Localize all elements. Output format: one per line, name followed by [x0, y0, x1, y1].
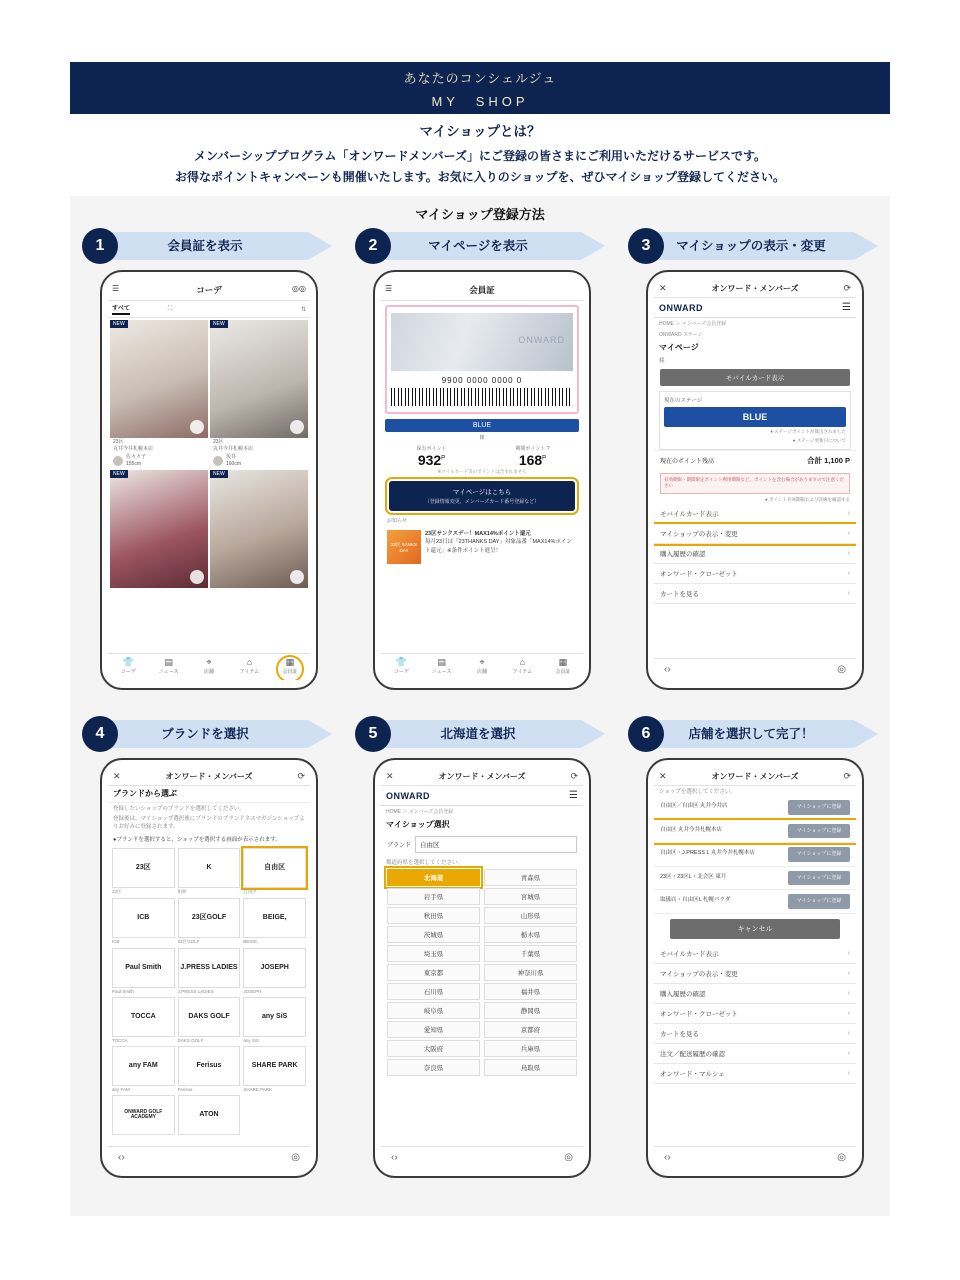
compass-icon[interactable]: ◎ — [837, 1152, 846, 1163]
hint: ●ブランドを選択すると、ショップを選択する画面が表示されます。 — [113, 837, 281, 843]
step6-menu — [654, 944, 856, 1084]
pref-item[interactable]: 静岡県 — [484, 1002, 577, 1019]
step-4-badge: 4 — [82, 716, 118, 752]
step1-appbar — [108, 280, 310, 301]
step3-title: オンワード・メンバーズ — [711, 284, 799, 293]
menu-closet[interactable]: オンワード・クローゼット › — [654, 1004, 856, 1024]
points-row — [381, 445, 583, 468]
new-badge: NEW — [210, 470, 228, 478]
brand-cell[interactable]: K — [178, 848, 241, 888]
step-1-badge: 1 — [82, 228, 118, 264]
step-3-ribbon — [648, 232, 878, 260]
header-line2: MY SHOP — [431, 94, 529, 109]
step2-title: 会員証 — [469, 285, 495, 295]
pin-icon: ⌖ — [206, 657, 212, 667]
chevron-right-icon: › — [847, 529, 850, 537]
lead-block — [70, 120, 890, 188]
stage-value: BLUE — [664, 407, 846, 427]
points-note: ※マイルカード等のポイントは含まれません — [437, 469, 527, 474]
pref-item[interactable]: 山形県 — [484, 907, 577, 924]
step-1 — [82, 232, 336, 690]
nav-item[interactable]: ⌂ アイテム — [229, 654, 269, 680]
brand-cell[interactable]: SHARE PARK — [243, 1046, 306, 1086]
member-card — [385, 305, 579, 414]
brand-cap: Ferisus — [177, 1087, 193, 1092]
favorite-icon[interactable] — [290, 420, 304, 434]
pref-item[interactable]: 福井県 — [484, 983, 577, 1000]
step2-bottom-nav[interactable] — [381, 653, 583, 680]
pref-item[interactable]: 奈良県 — [387, 1059, 480, 1076]
reload-icon[interactable]: ⟳ — [843, 771, 851, 781]
step-3 — [628, 232, 882, 690]
pref-item[interactable]: 茨城県 — [387, 926, 480, 943]
chevron-right-icon: › — [847, 1049, 850, 1057]
brand-bar — [654, 298, 856, 318]
step-5-phone — [373, 758, 591, 1178]
brand-cap: Paul Smith — [112, 989, 134, 994]
pref-item[interactable]: 栃木県 — [484, 926, 577, 943]
menu-mobile-card[interactable]: モバイルカード表示 › — [654, 944, 856, 964]
step-6-label: 店舗を選択して完了！ — [688, 727, 814, 741]
news-icon: ▤ — [437, 657, 446, 667]
instruction: ショップを選択してください。 — [659, 789, 736, 795]
instruction: 都道府県を選択してください。 — [386, 860, 464, 866]
step-4-phone — [100, 758, 318, 1178]
brand-cell[interactable]: J.PRESS LADIES — [178, 948, 241, 988]
close-icon[interactable]: ✕ — [386, 771, 394, 781]
panel-title: マイショップ登録方法 — [415, 207, 545, 222]
brand-cap: DAKS GOLF — [177, 1038, 204, 1043]
nav-coordinate[interactable]: 👕 コーデ — [381, 654, 421, 680]
pin-icon: ⌖ — [479, 657, 485, 667]
step1-bottom-nav[interactable] — [108, 653, 310, 680]
step-1-phone — [100, 270, 318, 690]
staff-height: 155cm — [126, 460, 142, 467]
brand-cap: 23区GOLF — [177, 939, 200, 944]
step-3-phone — [646, 270, 864, 690]
shop-row[interactable] — [654, 867, 856, 891]
balance-warning: 有効期限・期間限定ポイント利用期限など、ポイントを含む場合がありますので注意ください — [660, 473, 850, 495]
breadcrumb-stage: ONWARD ステージ — [659, 332, 703, 338]
page-title: マイページ — [659, 343, 699, 352]
avatar — [213, 456, 223, 466]
page-header — [70, 62, 890, 114]
step5-appbar — [381, 768, 583, 786]
back-icon[interactable]: ‹ — [664, 664, 668, 675]
register-button[interactable]: マイショップに登録 — [788, 800, 850, 815]
stage-label: 現在のステージ — [664, 398, 703, 404]
breadcrumb: HOME ＞ メンバーズ会員登録 — [659, 321, 727, 327]
forward-icon[interactable]: › — [667, 664, 671, 675]
pref-item[interactable]: 愛知県 — [387, 1021, 480, 1038]
close-icon[interactable]: ✕ — [113, 771, 121, 781]
tab-all[interactable]: すべて — [112, 303, 130, 315]
step-3-label: マイショップの表示・変更 — [676, 239, 826, 253]
prefecture-grid — [381, 867, 583, 1078]
favorite-icon[interactable] — [190, 570, 204, 584]
news-body: 毎月23日は「23THANKS DAY」対象品番「MAX14%ポイント還元」※条件ポイント進呈！ — [425, 539, 572, 554]
brand-bar — [381, 786, 583, 806]
step-1-label: 会員証を表示 — [167, 239, 243, 253]
shop-list — [654, 796, 856, 914]
coordinate-icon: 👕 — [122, 657, 134, 667]
shop-row[interactable] — [654, 890, 856, 914]
chevron-right-icon: › — [847, 989, 850, 997]
brand-cell[interactable]: ATON — [178, 1095, 241, 1135]
menu-cart[interactable]: カートを見る › — [654, 1024, 856, 1044]
favorite-icon[interactable] — [290, 570, 304, 584]
pref-item[interactable]: 埼玉県 — [387, 945, 480, 962]
step-5-ribbon — [375, 720, 605, 748]
nav-shop[interactable]: ⌖ 店舗 — [462, 654, 502, 680]
brand-cell[interactable]: any SiS — [243, 997, 306, 1037]
breadcrumb: HOME ＞ メンバーズ会員登録 — [386, 809, 454, 815]
pref-item[interactable]: 神奈川県 — [484, 964, 577, 981]
pref-item[interactable]: 青森県 — [484, 869, 577, 886]
chevron-right-icon: › — [847, 549, 850, 557]
brand-grid — [108, 844, 310, 1139]
brand-cell[interactable]: 23区GOLF — [178, 898, 241, 938]
highlight-ring — [276, 655, 304, 680]
staff-caption — [210, 453, 308, 468]
step6-appbar — [654, 768, 856, 786]
step-3-badge: 3 — [628, 228, 664, 264]
menu-icon[interactable]: ☰ — [385, 284, 393, 293]
brand-field-label: ブランド — [387, 843, 412, 849]
step3-appbar — [654, 280, 856, 298]
nav-membercard[interactable]: ▦ 会員証 — [543, 654, 583, 680]
step2-appbar — [381, 280, 583, 301]
chevron-right-icon: › — [847, 509, 850, 517]
step-6-phone — [646, 758, 864, 1178]
brand-cap: BEIGE, — [243, 939, 259, 944]
staff-name: 佐々々子 — [126, 454, 147, 460]
staff-caption — [110, 453, 208, 468]
step5-browser-bar[interactable] — [381, 1146, 583, 1168]
step-2 — [355, 232, 609, 690]
step-2-label: マイページを表示 — [428, 239, 528, 253]
brand-cap: SHARE PARK — [243, 1087, 273, 1092]
step6-title: オンワード・メンバーズ — [711, 772, 799, 781]
back-icon[interactable]: ‹ — [118, 1152, 122, 1163]
pref-item[interactable]: 兵庫県 — [484, 1040, 577, 1057]
favorite-icon[interactable] — [190, 420, 204, 434]
menu-marche[interactable]: オンワード・マルシェ › — [654, 1064, 856, 1084]
desc-1: 登録したいショップのブランドを選択してください。 — [113, 806, 245, 812]
brand-name: 23区 — [213, 439, 224, 445]
shop-name: 23区・23区L・北会区 東月 — [660, 873, 727, 880]
news-title: 23区サンクスデー！MAX14%ポイント還元 — [425, 531, 531, 537]
staff-name: 坂井 — [226, 454, 237, 460]
sort-icon[interactable]: ⇅ — [300, 306, 306, 313]
chevron-right-icon: › — [847, 1009, 850, 1017]
filter-icon[interactable]: ⛶ — [167, 305, 173, 312]
brand-cap: any FAM — [112, 1087, 130, 1092]
brand-cap: 組曲 — [177, 889, 187, 894]
card-number: 9900 0000 0000 0 — [441, 376, 523, 385]
reload-icon[interactable]: ⟳ — [843, 283, 851, 293]
brand-cap: 23区 — [112, 889, 122, 894]
hamburger-icon[interactable]: ☰ — [569, 790, 578, 801]
point-held: 保有ポイント $932^P$ — [416, 446, 447, 468]
brand-cell[interactable]: BEIGE, — [243, 898, 306, 938]
mypage-button[interactable]: マイページはこちら （登録情報変更、メンバーズカード番号登録など） — [389, 481, 575, 511]
barcode — [391, 388, 573, 406]
menu-myshop[interactable]: マイショップの表示・変更 › — [654, 524, 856, 544]
brand-cell-jiyuku[interactable]: 自由区 — [243, 848, 306, 888]
chevron-right-icon: › — [847, 1069, 850, 1077]
brand-cell[interactable]: JOSEPH — [243, 948, 306, 988]
step-4-label: ブランドを選択 — [161, 727, 249, 741]
brand-cap: J.PRESS LADIES — [177, 989, 214, 994]
pref-item[interactable]: 鳥取県 — [484, 1059, 577, 1076]
brand-cell[interactable]: any FAM — [112, 1046, 175, 1086]
hamburger-icon[interactable]: ☰ — [842, 302, 851, 313]
pref-item[interactable]: 岩手県 — [387, 888, 480, 905]
shop-name: 自由区・J.PRESS L 丸井今井札幌本店 — [660, 850, 755, 857]
profile-icons[interactable]: ◎◎ — [292, 284, 306, 293]
back-icon[interactable]: ‹ — [664, 1152, 668, 1163]
brand-field-value[interactable]: 自由区 — [415, 836, 577, 853]
menu-icon[interactable]: ☰ — [112, 284, 120, 293]
pref-item[interactable]: 岐阜県 — [387, 1002, 480, 1019]
brand-cell[interactable]: ICB — [112, 898, 175, 938]
chevron-right-icon: › — [847, 969, 850, 977]
nav-news[interactable]: ▤ ニュース — [148, 654, 188, 680]
step4-appbar — [108, 768, 310, 786]
nav-item[interactable]: ⌂ アイテム — [502, 654, 542, 680]
brand-cell[interactable]: ONWARD GOLF ACADEMY — [112, 1095, 175, 1135]
staff-height: 160cm — [226, 460, 242, 467]
compass-icon[interactable]: ◎ — [291, 1152, 300, 1163]
desc-2: 登録後は、マイショップ選択後にブランドのブランドネスマガジンショップよりお好みに登録されます。 — [113, 816, 305, 830]
coordinate-photo[interactable] — [210, 470, 308, 588]
balance-note[interactable]: ● ポイント有効期限および詳細を確認する — [765, 497, 850, 502]
news-thumb: 23区 SANKS DAY — [387, 530, 421, 564]
step-5-label: 北海道を選択 — [440, 727, 516, 741]
nav-coordinate[interactable]: 👕 コーデ — [108, 654, 148, 680]
news-label: お知らせ — [387, 518, 407, 524]
pref-item[interactable]: 千葉県 — [484, 945, 577, 962]
nav-news[interactable]: ▤ ニュース — [421, 654, 461, 680]
coordinate-caption — [210, 438, 308, 453]
menu-purchase-history[interactable]: 購入履歴の確認 › — [654, 544, 856, 564]
close-icon[interactable]: ✕ — [659, 771, 667, 781]
onward-logo: ONWARD — [386, 790, 430, 801]
card-icon: ▦ — [558, 657, 568, 667]
stage-suffix: 様 — [479, 435, 485, 441]
step1-tabs[interactable] — [108, 301, 310, 318]
step3-menu — [654, 504, 856, 604]
step4-browser-bar[interactable] — [108, 1146, 310, 1168]
brand-cell[interactable]: Paul Smith — [112, 948, 175, 988]
lead-title: マイショップとは？ — [419, 124, 541, 139]
chevron-right-icon: › — [847, 589, 850, 597]
member-name: 様 — [659, 358, 665, 364]
brand-cell[interactable]: TOCCA — [112, 997, 175, 1037]
menu-order-history[interactable]: 注文／配送履歴の確認 › — [654, 1044, 856, 1064]
brand-cell[interactable]: DAKS GOLF — [178, 997, 241, 1037]
menu-mobile-card[interactable]: モバイルカード表示 › — [654, 504, 856, 524]
cancel-button[interactable]: キャンセル — [670, 919, 840, 939]
coordinate-icon: 👕 — [395, 657, 407, 667]
pref-item[interactable]: 京都府 — [484, 1021, 577, 1038]
card-art — [391, 313, 573, 371]
stage-note-2[interactable]: ● ステージ更新日について — [792, 437, 846, 443]
nav-membercard[interactable]: ▦ 会員証 — [270, 654, 310, 680]
pref-hokkaido[interactable]: 北海道 — [387, 869, 480, 886]
header-line1: あなたのコンシェルジュ — [403, 71, 557, 86]
coordinate-photo[interactable] — [210, 320, 308, 438]
coordinate-photo[interactable] — [110, 320, 208, 438]
step6-browser-bar[interactable] — [654, 1146, 856, 1168]
card-icon: ▦ — [285, 657, 295, 667]
mobile-card-button[interactable]: モバイルカード表示 — [660, 369, 850, 386]
brand-cap: ICB — [112, 939, 120, 944]
shop-name: 丸井今井札幌本店 — [113, 445, 154, 452]
pref-item[interactable]: 石川県 — [387, 983, 480, 1000]
new-badge: NEW — [110, 320, 128, 328]
brand-cap: any SiS — [243, 1038, 259, 1043]
shop-row[interactable] — [654, 796, 856, 820]
balance-value: 合計 1,100 P — [807, 455, 850, 465]
compass-icon[interactable]: ◎ — [837, 664, 846, 675]
nav-shop[interactable]: ⌖ 店舗 — [189, 654, 229, 680]
shop-name: 取扱店・自由区L 札幌パラダ — [660, 897, 731, 904]
brand-name: 23区 — [113, 439, 124, 445]
page-title: マイショップ選択 — [386, 820, 450, 829]
forward-icon[interactable]: › — [121, 1152, 125, 1163]
pref-item[interactable]: 秋田県 — [387, 907, 480, 924]
back-icon[interactable]: ‹ — [391, 1152, 395, 1163]
coordinate-photo[interactable] — [110, 470, 208, 588]
step-2-phone — [373, 270, 591, 690]
register-button[interactable]: マイショップに登録 — [788, 871, 850, 886]
shop-row[interactable] — [654, 843, 856, 867]
step-4 — [82, 720, 336, 1178]
pref-item[interactable]: 大阪府 — [387, 1040, 480, 1057]
shop-row-highlighted[interactable] — [654, 820, 856, 844]
chevron-right-icon: › — [847, 1029, 850, 1037]
register-button[interactable]: マイショップに登録 — [788, 824, 850, 839]
reload-icon[interactable]: ⟳ — [570, 771, 578, 781]
step-5 — [355, 720, 609, 1178]
steps-panel — [70, 196, 890, 1216]
brand-field-row — [387, 836, 577, 853]
step-6-ribbon — [648, 720, 878, 748]
balance-line — [654, 450, 856, 470]
step-6 — [628, 720, 882, 1178]
stage-note-1[interactable]: ● ステージポイントが算出されました — [770, 429, 846, 434]
shop-name: 自由区／自由区 丸井今井店 — [660, 803, 728, 810]
register-button[interactable]: マイショップに登録 — [788, 894, 850, 909]
step5-title: オンワード・メンバーズ — [438, 772, 526, 781]
news-icon: ▤ — [164, 657, 173, 667]
step4-title: オンワード・メンバーズ — [165, 772, 253, 781]
step-1-ribbon — [102, 232, 332, 260]
brand-cap: 自由区 — [243, 889, 257, 894]
news-item[interactable] — [387, 530, 577, 564]
new-badge: NEW — [210, 320, 228, 328]
brand-cap: JOSEPH — [243, 989, 262, 994]
forward-icon[interactable]: › — [667, 1152, 671, 1163]
shop-name: 丸井今井札幌本店 — [213, 445, 254, 452]
balance-label: 現在のポイント残高 — [660, 458, 715, 465]
step-2-ribbon — [375, 232, 605, 260]
reload-icon[interactable]: ⟳ — [297, 771, 305, 781]
brand-cell[interactable]: 23区 — [112, 848, 175, 888]
new-badge: NEW — [110, 470, 128, 478]
shop-name: 自由区 丸井今井札幌本店 — [660, 826, 723, 833]
pref-item[interactable]: 宮城県 — [484, 888, 577, 905]
menu-myshop[interactable]: マイショップの表示・変更 › — [654, 964, 856, 984]
step1-title: コーデ — [196, 285, 222, 295]
menu-purchase-history[interactable]: 購入履歴の確認 › — [654, 984, 856, 1004]
avatar — [113, 456, 123, 466]
step-5-badge: 5 — [355, 716, 391, 752]
forward-icon[interactable]: › — [394, 1152, 398, 1163]
hanger-icon: ⌂ — [519, 657, 526, 667]
lead-body1: メンバーシッププログラム「オンワードメンバーズ」にご登録の皆さまにご利用いただけるサービスです。 — [193, 149, 767, 163]
step3-browser-bar[interactable] — [654, 658, 856, 680]
point-term: 期間ポイント ? $168^P$ — [515, 446, 550, 468]
menu-closet[interactable]: オンワード・クローゼット › — [654, 564, 856, 584]
chevron-right-icon: › — [847, 569, 850, 577]
step-2-badge: 2 — [355, 228, 391, 264]
register-button[interactable]: マイショップに登録 — [788, 847, 850, 862]
close-icon[interactable]: ✕ — [659, 283, 667, 293]
pref-item[interactable]: 東京都 — [387, 964, 480, 981]
menu-cart[interactable]: カートを見る › — [654, 584, 856, 604]
stage-bar: BLUE — [385, 419, 579, 432]
chevron-right-icon: › — [847, 949, 850, 957]
onward-logo: ONWARD — [659, 302, 703, 313]
step-4-ribbon — [102, 720, 332, 748]
hanger-icon: ⌂ — [246, 657, 253, 667]
section-title: ブランドから選ぶ — [108, 786, 310, 803]
step1-coordinate-grid — [108, 318, 310, 590]
step-6-badge: 6 — [628, 716, 664, 752]
coordinate-caption — [110, 438, 208, 453]
brand-cell[interactable]: Ferisus — [178, 1046, 241, 1086]
stage-section — [659, 391, 851, 450]
brand-cap: TOCCA — [112, 1038, 128, 1043]
lead-body2: お得なポイントキャンペーンも開催いたします。お気に入りのショップを、ぜひマイショップ登録してください。 — [174, 170, 786, 184]
compass-icon[interactable]: ◎ — [564, 1152, 573, 1163]
